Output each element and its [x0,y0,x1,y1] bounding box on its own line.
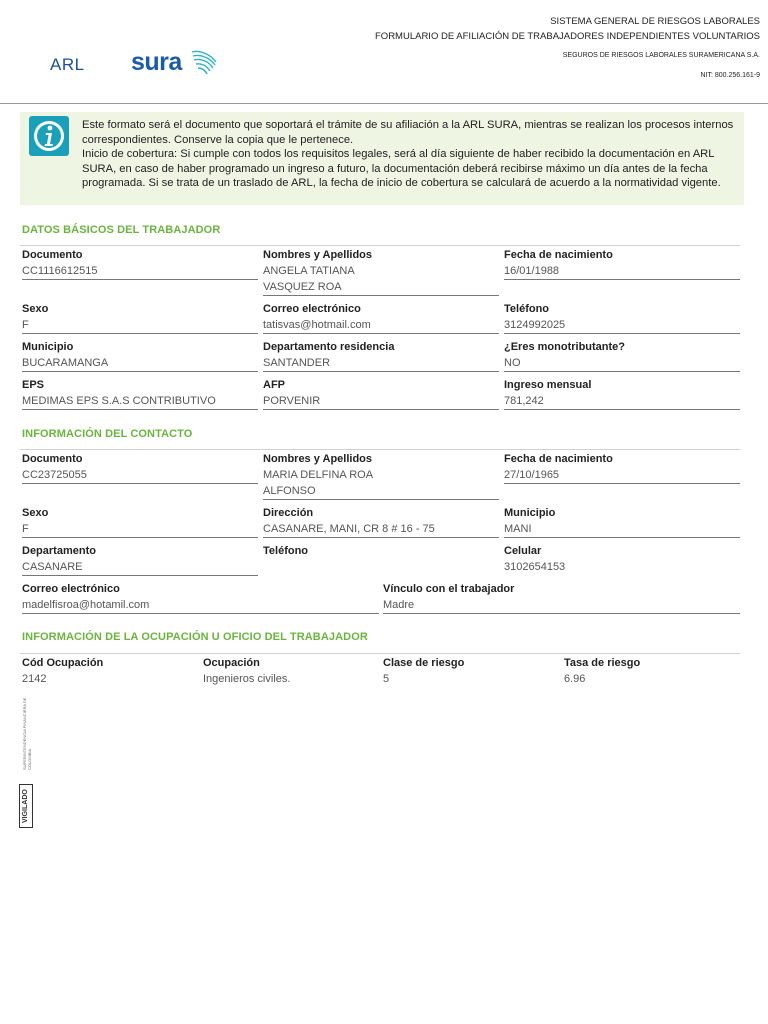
contact-celular-field [504,545,740,575]
worker-monotributante-field [504,341,740,372]
info-paragraph-1: Este formato será el documento que soportará el trámite de su afiliación a la ARL SURA, mientras se realizan los procesos internos correspondientes. Conserve la copia que le pertenece. [82,119,734,146]
contact-sexo-label: Sexo [22,507,49,519]
contact-vinculo-value: Madre [383,599,415,611]
worker-sexo-label: Sexo [22,303,49,315]
worker-municipio-field [22,341,258,372]
occupation-ocupacion-value: Ingenieros civiles. [203,673,291,685]
contact-direccion-value: CASANARE, MANI, CR 8 # 16 - 75 [263,523,435,535]
contact-sexo-underline [22,537,258,538]
contact-departamento-value: CASANARE [22,561,83,573]
worker-section-rule [20,245,740,246]
contact-section-rule [20,449,740,450]
info-notice [20,112,744,205]
occupation-section-rule [20,653,740,654]
contact-celular-label: Celular [504,545,542,557]
occupation-tasa-field [564,657,740,687]
contact-section-title: INFORMACIÓN DEL CONTACTO [22,428,193,440]
contact-municipio-label: Municipio [504,507,556,519]
contact-documento-field [22,453,258,484]
sura-wing-icon [190,48,218,78]
info-icon [29,116,69,156]
worker-afp-value: PORVENIR [263,395,321,407]
contact-nacimiento-underline [504,483,740,484]
worker-telefono-value: 3124992025 [504,319,566,331]
contact-telefono-value [263,559,499,575]
worker-telefono-label: Teléfono [504,303,550,315]
header-system-name: SISTEMA GENERAL DE RIESGOS LABORALES [550,16,760,27]
contact-direccion-underline [263,537,499,538]
occupation-clase-label: Clase de riesgo [383,657,465,669]
worker-departamento-field [263,341,499,372]
contact-municipio-field [504,507,740,538]
contact-nombres-value-2: ALFONSO [263,485,316,497]
worker-documento-label: Documento [22,249,83,261]
contact-sexo-value: F [22,523,29,535]
worker-afp-underline [263,409,499,410]
contact-documento-label: Documento [22,453,83,465]
contact-nombres-underline [263,499,499,500]
worker-monotributante-label: ¿Eres monotributante? [504,341,626,353]
worker-afp-label: AFP [263,379,285,391]
worker-correo-value: tatisvas@hotmail.com [263,319,371,331]
contact-celular-value: 3102654153 [504,561,566,573]
worker-section-title: DATOS BÁSICOS DEL TRABAJADOR [22,224,221,236]
worker-correo-underline [263,333,499,334]
occupation-cod-label: Cód Ocupación [22,657,104,669]
contact-municipio-underline [504,537,740,538]
info-paragraph-2: Inicio de cobertura: Si cumple con todos los requisitos legales, será al día siguiente de haber recibido la documentación en ARL SURA, en caso de haber programado un ingreso a futuro, la documentación deberá recibirse máximo un día antes de la fecha programada. Si se trata de un traslado de ARL, la fecha de inicio de cobertura se calculará de acuerdo a la normatividad vigente. [82,148,721,190]
worker-sexo-value: F [22,319,29,331]
contact-nacimiento-label: Fecha de nacimiento [504,453,613,465]
contact-sexo-field [22,507,258,538]
worker-municipio-underline [22,371,258,372]
occupation-ocupacion-label: Ocupación [203,657,260,669]
worker-nacimiento-underline [504,279,740,280]
worker-ingreso-value: 781,242 [504,395,544,407]
contact-correo-label: Correo electrónico [22,583,120,595]
contact-documento-underline [22,483,258,484]
contact-nombres-field [263,453,499,500]
contact-nacimiento-field [504,453,740,484]
worker-nombres-value-1: ANGELA TATIANA [263,265,355,277]
contact-correo-underline [22,613,379,614]
worker-telefono-field [504,303,740,334]
worker-eps-underline [22,409,258,410]
contact-direccion-label: Dirección [263,507,314,519]
worker-departamento-label: Departamento residencia [263,341,395,353]
worker-monotributante-underline [504,371,740,372]
worker-nacimiento-field [504,249,740,280]
worker-ingreso-field [504,379,740,410]
superintendencia-stamp-text: SUPERINTENDENCIA FINANCIERA DE COLOMBIA [22,697,32,770]
contact-nombres-value-1: MARIA DELFINA ROA [263,469,374,481]
worker-municipio-label: Municipio [22,341,74,353]
worker-nombres-underline [263,295,499,296]
document-header [0,0,768,104]
worker-correo-field [263,303,499,334]
worker-ingreso-label: Ingreso mensual [504,379,592,391]
info-text [82,118,744,191]
worker-nombres-label: Nombres y Apellidos [263,249,373,261]
worker-departamento-value: SANTANDER [263,357,331,369]
worker-eps-field [22,379,258,410]
header-company-name: SEGUROS DE RIESGOS LABORALES SURAMERICANA S.A. [562,52,760,59]
worker-departamento-underline [263,371,499,372]
worker-nacimiento-value: 16/01/1988 [504,265,560,277]
contact-departamento-underline [22,575,258,576]
worker-nombres-field [263,249,499,296]
occupation-cod-field [22,657,198,687]
contact-municipio-value: MANI [504,523,532,535]
worker-sexo-field [22,303,258,334]
contact-vinculo-underline [383,613,740,614]
contact-documento-value: CC23725055 [22,469,87,481]
worker-sexo-underline [22,333,258,334]
worker-monotributante-value: NO [504,357,521,369]
worker-ingreso-underline [504,409,740,410]
contact-telefono-label: Teléfono [263,545,309,557]
occupation-cod-value: 2142 [22,673,47,685]
occupation-clase-value: 5 [383,673,390,685]
contact-telefono-field [263,545,499,575]
header-divider [0,103,768,104]
worker-telefono-underline [504,333,740,334]
contact-vinculo-field [383,583,740,614]
worker-nombres-value-2: VASQUEZ ROA [263,281,342,293]
worker-documento-field [22,249,258,280]
worker-documento-underline [22,279,258,280]
worker-afp-field [263,379,499,410]
worker-documento-value: CC1116612515 [22,265,98,277]
contact-direccion-field [263,507,499,538]
contact-departamento-label: Departamento [22,545,96,557]
contact-nacimiento-value: 27/10/1965 [504,469,560,481]
contact-correo-value: madelfisroa@hotamil.com [22,599,150,611]
occupation-ocupacion-field [203,657,379,687]
worker-municipio-value: BUCARAMANGA [22,357,109,369]
occupation-section-title: INFORMACIÓN DE LA OCUPACIÓN U OFICIO DEL TRABAJADOR [22,631,368,643]
header-form-title: FORMULARIO DE AFILIACIÓN DE TRABAJADORES INDEPENDIENTES VOLUNTARIOS [375,31,760,42]
sura-logo-text: sura [131,48,182,76]
occupation-tasa-value: 6.96 [564,673,586,685]
header-nit: NIT: 800.256.161-9 [700,72,760,79]
worker-eps-value: MEDIMAS EPS S.A.S CONTRIBUTIVO [22,395,216,407]
vigilado-stamp: VIGILADO [19,784,33,828]
worker-eps-label: EPS [22,379,45,391]
contact-vinculo-label: Vínculo con el trabajador [383,583,515,595]
occupation-clase-field [383,657,559,687]
worker-nacimiento-label: Fecha de nacimiento [504,249,613,261]
occupation-tasa-label: Tasa de riesgo [564,657,641,669]
worker-correo-label: Correo electrónico [263,303,361,315]
contact-departamento-field [22,545,258,576]
contact-nombres-label: Nombres y Apellidos [263,453,373,465]
arl-logo-text: ARL [50,55,85,74]
contact-correo-field [22,583,379,614]
